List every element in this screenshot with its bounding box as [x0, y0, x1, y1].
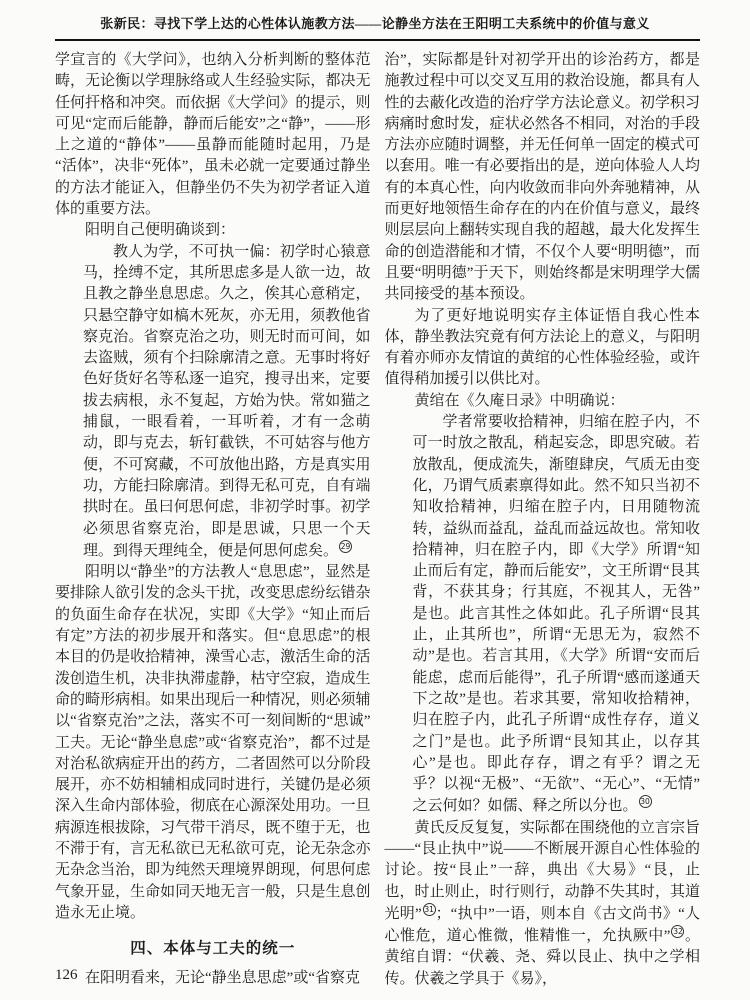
block-quote-text: 学者常要收拾精神，归缩在腔子内，不可一时放之散乱，稍起妄念，即思究破。若放散乱，便成流失，渐堕肆戾，气质无由变化，乃谓气质素禀得如此。然不知只当初不知收拾精神，归缩在腔子内，日用随物流转，益纵而益乱，益乱而益远故也。常知收拾精神，归在腔子内，即《大学》所谓“知止而后有定，静而后能安”，文王所谓“艮其背，不获其身；行其庭，不视其人，无咎”是也。此言其性之体如此。孔子所谓“艮其止，止其所也”，所谓“无思无为，寂然不动”是也。若言其用，《大学》所谓“安而后能虑，虑而后能得”，孔子所谓“感而遂通天下之故”是也。若求其要，常知收拾精神，归在腔子内，此孔子所谓“成性存存，道义之门”是也。此予所谓“艮知其止，以存其心”是也。即此存存，谓之有乎？谓之无乎？以视“无极”、“无欲”、“无心”、“无情”之云何如？如儒、释之所以分也。: [412, 414, 700, 815]
paragraph-commentary: 黄氏反反复复，实际都在围绕他的立言宗旨——“艮止执中”说——不断展开源自心性体验的讨论。按“艮止”一辞，典出《大易》“艮，止也，时止则止，时行则行，动静不失其时，其道光明” $^{31}$ ；“执中”一语，则本自《古文尚书》“人心惟危，道心惟微，惟精惟一，允执厥中” $^{32}$ 。黄绾自谓：“伏羲、尧、舜以艮止、执中之学相传。伏羲之学具于《易》，: [384, 819, 700, 987]
paragraph-section-opening: 在阳明看来，无论“静坐息思虑”或“省察克: [85, 970, 360, 987]
block-quote-text: 教人为学，不可执一偏：初学时心猿意马，拴缚不定，其所思虑多是人欲一边，故且教之静坐息思虑。久之，俟其心意稍定，只悬空静守如槁木死灰，亦无用，须教他省察克治。省察克治之功，则无时而可间，如去盗贼，须有个扫除廓清之意。无事时将好色好货好名等私逐一追究，搜寻出来，定要拔去病根，永不复起，方始为快。常如猫之捕鼠，一眼看着，一耳听着，才有一念萌动，即与克去，斩钉截铁，不可姑容与他方便，不可窝藏，不可放他出路，方是真实用功，方能扫除廓清。到得无私可克，自有端拱时在。虽曰何思何虑，非初学时事。初学必须思省察克治，即是思诚，只思一个天理。到得天理纯全，便是何思何虑矣。: [83, 243, 371, 559]
paragraph-commentary: 阳明以“静坐”的方法教人“息思虑”，显然是要排除人欲引发的念头干扰，改变思虑纷纭错杂的负面生命存在状况，实即《大学》“知止而后有定”方法的初步展开和落实。但“息思虑”的根本目的仍是收拾精神，澡雪心志，激活生命的活泼创造生机，决非执滞虚静，枯守空寂，造成生命的畸形病相。如果出现后一种情况，则必须辅以“省察克治”之法，落实不可一刻间断的“思诚”工夫。无论“静坐息虑”或“省察克治”，都不过是对治私欲病症开出的药方，二者固然可以分阶段展开，亦不妨相辅相成同时进行，关键仍是必须深入生命内部体验，彻底在心源深处用功。一旦病源连根拔除，习气带干消尽，既不堕于无，也不滞于有，言无私欲已无私欲可克，论无杂念亦无杂念当治，即为纯然天理境界朗现，何思何虑气象开显，生命如同天地无言一般，只是生息创造永无止境。: [55, 564, 371, 921]
footnote-marker: 29: [340, 541, 351, 551]
paragraph-transition: 为了更好地说明实存主体证悟自我心性本体，静坐教法究竟有何方法论上的意义，与阳明有着亦师亦友情谊的黄绾的心性体验经验，或许值得稍加援引以供比对。: [384, 307, 700, 388]
right-column: [385, 50, 701, 990]
paragraph-continuation: 学宣言的《大学问》，也纳入分析判断的整体范畴，无论衡以学理脉络或人生经验实际，都决无任何扞格和冲突。而依据《大学问》的提示，则可见“定而后能静，静而后能安”之“静”，——形上之道的“静体”——虽静而能随时起用，乃是“活体”，决非“死体”，虽未必就一定要通过静坐的方法才能证入，但静坐仍不失为初学者证入道体的重要方法。: [55, 52, 371, 218]
block-quote-huangwan: [413, 412, 701, 818]
section-heading: 四、本体与工夫的统一: [130, 940, 296, 958]
two-column-body: [0, 41, 750, 990]
footnote-marker: 32: [673, 927, 683, 937]
block-quote-yangming: [83, 242, 371, 562]
left-column: [55, 50, 371, 990]
footnote-marker: 30: [640, 797, 650, 807]
paragraph-lead-in: 阳明自己便明确谈到：: [85, 222, 236, 239]
page-number: 126: [55, 967, 78, 983]
paragraph-continuation: 治”，实际都是针对初学开出的诊治药方，都是施教过程中可以交叉互用的救治设施，都具有人性的去蔽化改造的治疗学方法论意义。初学积习病痛时愈时发，症状必然各不相同，对治的手段方法亦应随时调整，并无任何单一固定的模式可以套用。唯一有必要指出的是，逆向体验人人均有的本真心性，向内收敛而非向外奔驰精神，从而更好地领悟生命存在的内在价值与意义，最终则层层向上翻转实现自我的超越，最大化发挥生命的创造潜能和才情，不仅个人要“明明德”，而且要“明明德”于天下，则始终都是宋明理学大儒共同接受的基本预设。: [384, 52, 700, 303]
running-head-title: 张新民：寻找下学上达的心性体认施教方法——论静坐方法在王阳明工夫系统中的价值与意义: [100, 16, 650, 31]
footnote-marker: 31: [424, 904, 434, 914]
paragraph-lead-in: 黄绾在《久庵日录》中明确说：: [414, 392, 625, 409]
